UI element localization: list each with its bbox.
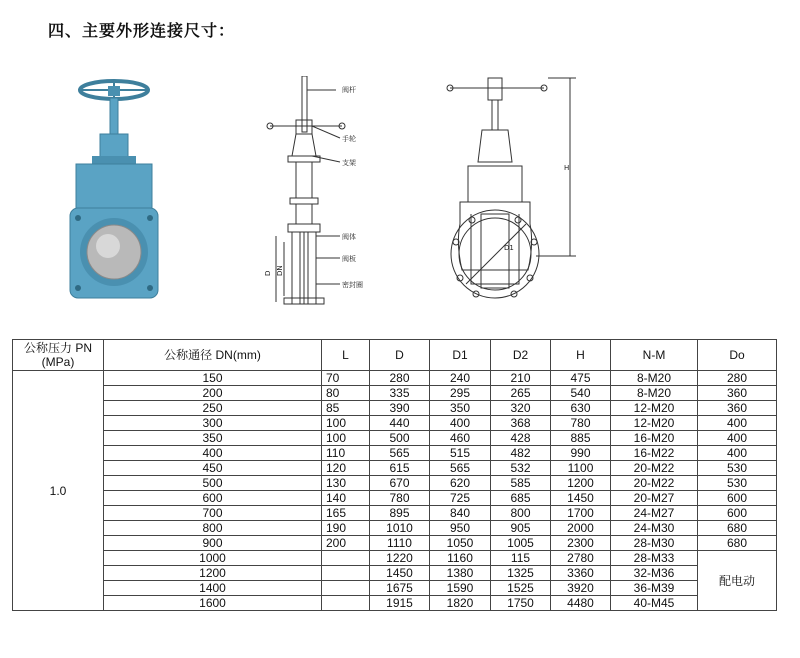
cell-dn: 700 xyxy=(104,506,322,521)
cell-dn: 250 xyxy=(104,401,322,416)
cell-nm: 32-M36 xyxy=(611,566,698,581)
label-DN: DN xyxy=(276,265,284,276)
label-D1: D1 xyxy=(504,244,514,252)
cell-l: 200 xyxy=(322,536,370,551)
cell-h: 780 xyxy=(551,416,611,431)
cell-dn: 200 xyxy=(104,386,322,401)
cell-d: 440 xyxy=(370,416,430,431)
cell-h: 1200 xyxy=(551,476,611,491)
cell-dn: 800 xyxy=(104,521,322,536)
cell-l: 140 xyxy=(322,491,370,506)
header-D2: D2 xyxy=(491,340,551,371)
header-D1: D1 xyxy=(430,340,491,371)
cell-d1: 1380 xyxy=(430,566,491,581)
cell-d2: 1525 xyxy=(491,581,551,596)
cell-h: 475 xyxy=(551,371,611,386)
cell-nm: 16-M22 xyxy=(611,446,698,461)
cell-d1: 840 xyxy=(430,506,491,521)
cell-l: 80 xyxy=(322,386,370,401)
table-row xyxy=(13,416,777,431)
cell-dn: 350 xyxy=(104,431,322,446)
table-row xyxy=(13,476,777,491)
cell-d: 280 xyxy=(370,371,430,386)
cell-h: 3920 xyxy=(551,581,611,596)
cell-nm: 16-M20 xyxy=(611,431,698,446)
valve-photo xyxy=(62,78,166,306)
cell-d1: 620 xyxy=(430,476,491,491)
table-body xyxy=(13,371,777,611)
cell-d: 1110 xyxy=(370,536,430,551)
label-handwheel: 手轮 xyxy=(342,135,356,143)
cell-nm: 12-M20 xyxy=(611,416,698,431)
cell-h: 540 xyxy=(551,386,611,401)
table-row xyxy=(13,386,777,401)
table-row xyxy=(13,401,777,416)
cell-dn: 600 xyxy=(104,491,322,506)
cell-d2: 1325 xyxy=(491,566,551,581)
cell-d1: 1160 xyxy=(430,551,491,566)
table-row xyxy=(13,491,777,506)
cell-dn: 1600 xyxy=(104,596,322,611)
cell-d2: 368 xyxy=(491,416,551,431)
cell-nm: 20-M27 xyxy=(611,491,698,506)
cell-h: 3360 xyxy=(551,566,611,581)
cell-d: 1675 xyxy=(370,581,430,596)
side-section-drawing xyxy=(262,76,382,312)
table-row xyxy=(13,596,777,611)
cell-d: 390 xyxy=(370,401,430,416)
cell-nm: 12-M20 xyxy=(611,401,698,416)
cell-nm: 28-M33 xyxy=(611,551,698,566)
cell-do: 600 xyxy=(698,491,777,506)
label-seal: 密封圈 xyxy=(342,281,363,289)
cell-d: 780 xyxy=(370,491,430,506)
front-drawing xyxy=(436,74,586,306)
cell-h: 1700 xyxy=(551,506,611,521)
cell-l: 110 xyxy=(322,446,370,461)
cell-do: 400 xyxy=(698,416,777,431)
header-Do: Do xyxy=(698,340,777,371)
cell-do: 400 xyxy=(698,431,777,446)
cell-d2: 585 xyxy=(491,476,551,491)
cell-l: 165 xyxy=(322,506,370,521)
cell-do: 680 xyxy=(698,521,777,536)
cell-d1: 950 xyxy=(430,521,491,536)
cell-l: 130 xyxy=(322,476,370,491)
cell-h: 2780 xyxy=(551,551,611,566)
cell-do: 360 xyxy=(698,401,777,416)
cell-l xyxy=(322,551,370,566)
cell-nm: 40-M45 xyxy=(611,596,698,611)
cell-nm: 8-M20 xyxy=(611,371,698,386)
cell-d1: 350 xyxy=(430,401,491,416)
cell-nm: 24-M30 xyxy=(611,521,698,536)
cell-nm: 28-M30 xyxy=(611,536,698,551)
cell-l: 120 xyxy=(322,461,370,476)
cell-nm: 8-M20 xyxy=(611,386,698,401)
cell-d2: 905 xyxy=(491,521,551,536)
cell-dn: 1000 xyxy=(104,551,322,566)
cell-l: 85 xyxy=(322,401,370,416)
cell-d2: 115 xyxy=(491,551,551,566)
header-NM: N-M xyxy=(611,340,698,371)
pn-value-cell: 1.0 xyxy=(13,371,104,611)
table-row xyxy=(13,521,777,536)
cell-h: 990 xyxy=(551,446,611,461)
cell-d2: 532 xyxy=(491,461,551,476)
cell-d1: 1820 xyxy=(430,596,491,611)
cell-h: 1450 xyxy=(551,491,611,506)
table-row xyxy=(13,536,777,551)
dimension-table xyxy=(12,339,777,611)
cell-d1: 565 xyxy=(430,461,491,476)
cell-do: 280 xyxy=(698,371,777,386)
cell-d2: 482 xyxy=(491,446,551,461)
label-stem: 阀杆 xyxy=(342,86,356,94)
header-L: L xyxy=(322,340,370,371)
electric-note-cell: 配电动 xyxy=(698,551,777,611)
cell-h: 2300 xyxy=(551,536,611,551)
cell-d: 1220 xyxy=(370,551,430,566)
cell-d1: 515 xyxy=(430,446,491,461)
cell-d2: 265 xyxy=(491,386,551,401)
cell-d: 1010 xyxy=(370,521,430,536)
cell-d: 1915 xyxy=(370,596,430,611)
table-row xyxy=(13,371,777,386)
cell-do: 360 xyxy=(698,386,777,401)
cell-d1: 400 xyxy=(430,416,491,431)
cell-do: 530 xyxy=(698,461,777,476)
figures-area xyxy=(0,60,800,310)
header-dn: 公称通径 DN(mm) xyxy=(104,340,322,371)
cell-d1: 460 xyxy=(430,431,491,446)
cell-l: 100 xyxy=(322,431,370,446)
cell-d1: 295 xyxy=(430,386,491,401)
cell-d1: 240 xyxy=(430,371,491,386)
header-D: D xyxy=(370,340,430,371)
cell-d: 615 xyxy=(370,461,430,476)
table-row xyxy=(13,431,777,446)
cell-d1: 725 xyxy=(430,491,491,506)
label-bracket: 支架 xyxy=(342,159,356,167)
cell-dn: 450 xyxy=(104,461,322,476)
cell-h: 630 xyxy=(551,401,611,416)
cell-d2: 800 xyxy=(491,506,551,521)
table-row xyxy=(13,461,777,476)
label-body: 阀体 xyxy=(342,233,356,241)
cell-d1: 1050 xyxy=(430,536,491,551)
label-D: D xyxy=(264,270,272,276)
cell-l: 190 xyxy=(322,521,370,536)
label-H: H xyxy=(564,164,570,172)
header-H: H xyxy=(551,340,611,371)
cell-l: 100 xyxy=(322,416,370,431)
table-row xyxy=(13,551,777,566)
cell-l xyxy=(322,581,370,596)
cell-d: 565 xyxy=(370,446,430,461)
label-plate: 阀板 xyxy=(342,255,356,263)
cell-d2: 210 xyxy=(491,371,551,386)
cell-dn: 300 xyxy=(104,416,322,431)
section-heading: 四、主要外形连接尺寸： xyxy=(48,21,236,40)
cell-nm: 20-M22 xyxy=(611,476,698,491)
cell-h: 4480 xyxy=(551,596,611,611)
cell-h: 2000 xyxy=(551,521,611,536)
cell-do: 400 xyxy=(698,446,777,461)
cell-d2: 320 xyxy=(491,401,551,416)
cell-d1: 1590 xyxy=(430,581,491,596)
cell-nm: 24-M27 xyxy=(611,506,698,521)
cell-dn: 150 xyxy=(104,371,322,386)
cell-d: 895 xyxy=(370,506,430,521)
table-header-row xyxy=(13,340,777,371)
cell-l: 70 xyxy=(322,371,370,386)
cell-d2: 428 xyxy=(491,431,551,446)
cell-d2: 1750 xyxy=(491,596,551,611)
cell-l xyxy=(322,596,370,611)
cell-l xyxy=(322,566,370,581)
cell-d2: 685 xyxy=(491,491,551,506)
cell-d: 335 xyxy=(370,386,430,401)
cell-dn: 1200 xyxy=(104,566,322,581)
cell-dn: 1400 xyxy=(104,581,322,596)
cell-h: 1100 xyxy=(551,461,611,476)
cell-do: 600 xyxy=(698,506,777,521)
cell-dn: 400 xyxy=(104,446,322,461)
table-row xyxy=(13,446,777,461)
cell-do: 680 xyxy=(698,536,777,551)
cell-d: 1450 xyxy=(370,566,430,581)
cell-do: 530 xyxy=(698,476,777,491)
cell-h: 885 xyxy=(551,431,611,446)
table-row xyxy=(13,506,777,521)
table-row xyxy=(13,566,777,581)
cell-dn: 500 xyxy=(104,476,322,491)
cell-d2: 1005 xyxy=(491,536,551,551)
cell-d: 670 xyxy=(370,476,430,491)
cell-nm: 36-M39 xyxy=(611,581,698,596)
cell-dn: 900 xyxy=(104,536,322,551)
cell-nm: 20-M22 xyxy=(611,461,698,476)
table-row xyxy=(13,581,777,596)
cell-d: 500 xyxy=(370,431,430,446)
header-pn: 公称压力 PN (MPa) xyxy=(13,340,104,371)
